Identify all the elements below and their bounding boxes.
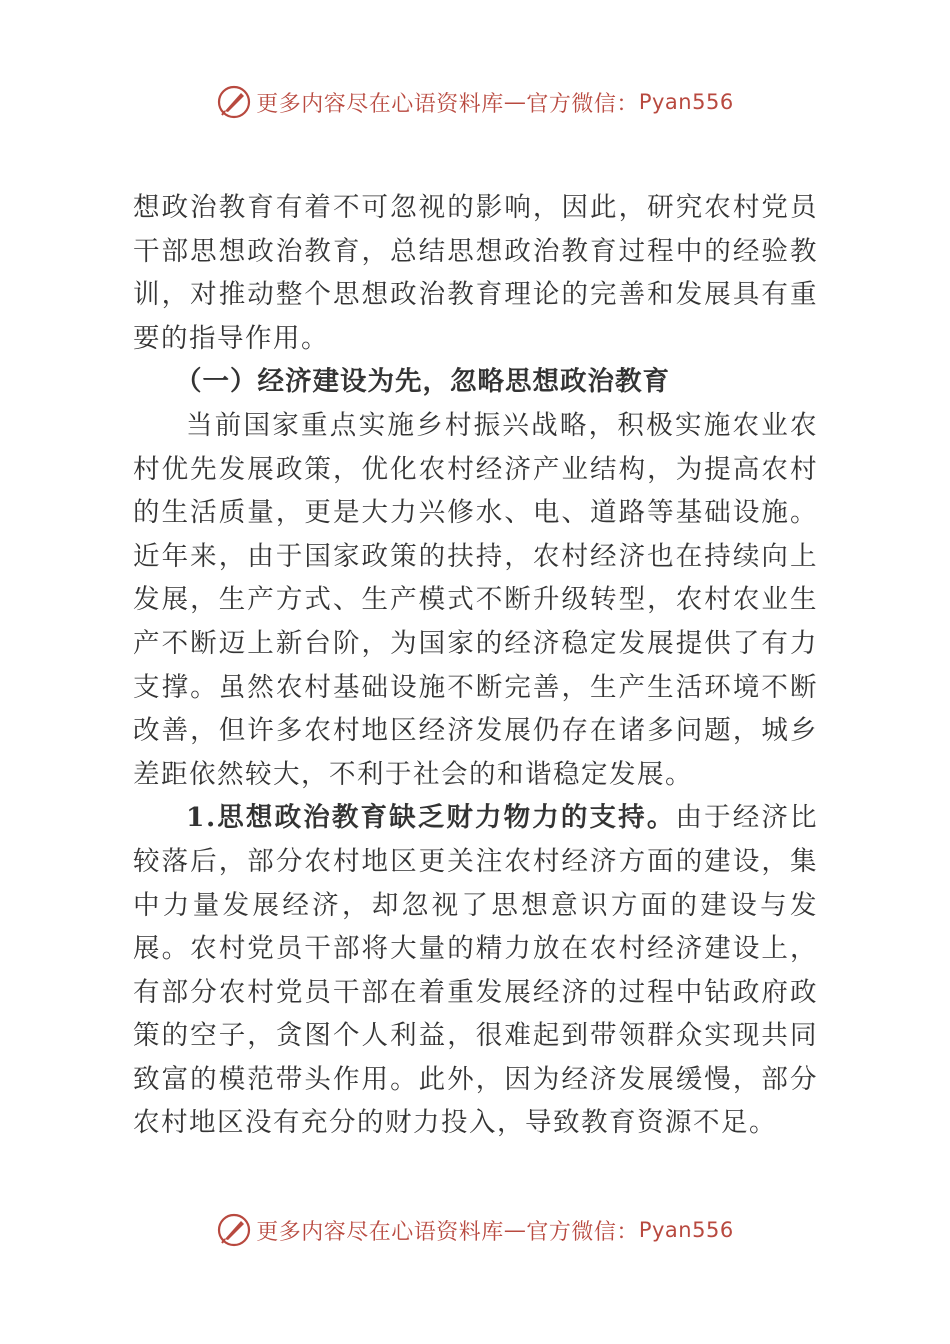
point-one-lead: 1.思想政治教育缺乏财力物力的支持。 (186, 802, 676, 834)
intro-paragraph: 想政治教育有着不可忽视的影响，因此，研究农村党员干部思想政治教育，总结思想政治教育过程中的经验教训，对推动整个思想政治教育理论的完善和发展具有重要的指导作用。 (133, 192, 818, 354)
document-body (133, 186, 818, 1145)
footer-watermark (0, 1212, 950, 1248)
body-paragraph: 当前国家重点实施乡村振兴战略，积极实施农业农村优先发展政策，优化农村经济产业结构，为提高农村的生活质量，更是大力兴修水、电、道路等基础设施。近年来，由于国家政策的扶持，农村经济也在持续向上发展，生产方式、生产模式不断升级转型，农村农业生产不断迈上新台阶，为国家的经济稳定发展提供了有力支撑。虽然农村基础设施不断完善，生产生活环境不断改善，但许多农村地区经济发展仍存在诸多问题，城乡差距依然较大，不利于社会的和谐稳定发展。 (133, 409, 818, 790)
watermark-contact-label: 官方微信： (526, 1219, 639, 1245)
point-one-text: 由于经济比较落后，部分农村地区更关注农村经济方面的建设，集中力量发展经济，却忽视了思想意识方面的建设与发展。农村党员干部将大量的精力放在农村经济建设上，有部分农村党员干部在着重发展经济的过程中钻政府政策的空子，贪图个人利益，很难起到带领群众实现共同致富的模范带头作用。此外，因为经济发展缓慢，部分农村地区没有充分的财力投入，导致教育资源不足。 (133, 802, 819, 1139)
watermark-brand-text: 更多内容尽在心语资料库 (256, 91, 504, 117)
section-heading: （一）经济建设为先，忽略思想政治教育 (175, 366, 670, 398)
quill-pen-logo-icon (216, 1212, 252, 1248)
watermark-contact-id: Pyan556 (638, 90, 734, 114)
watermark-dash: — (503, 89, 527, 115)
watermark-dash: — (503, 1217, 527, 1243)
watermark-brand-text: 更多内容尽在心语资料库 (256, 1219, 504, 1245)
quill-pen-logo-icon (216, 84, 252, 120)
watermark-contact-id: Pyan556 (638, 1218, 734, 1242)
watermark-contact-label: 官方微信： (526, 91, 639, 117)
header-watermark (0, 84, 950, 120)
point-one-paragraph (133, 796, 818, 1145)
